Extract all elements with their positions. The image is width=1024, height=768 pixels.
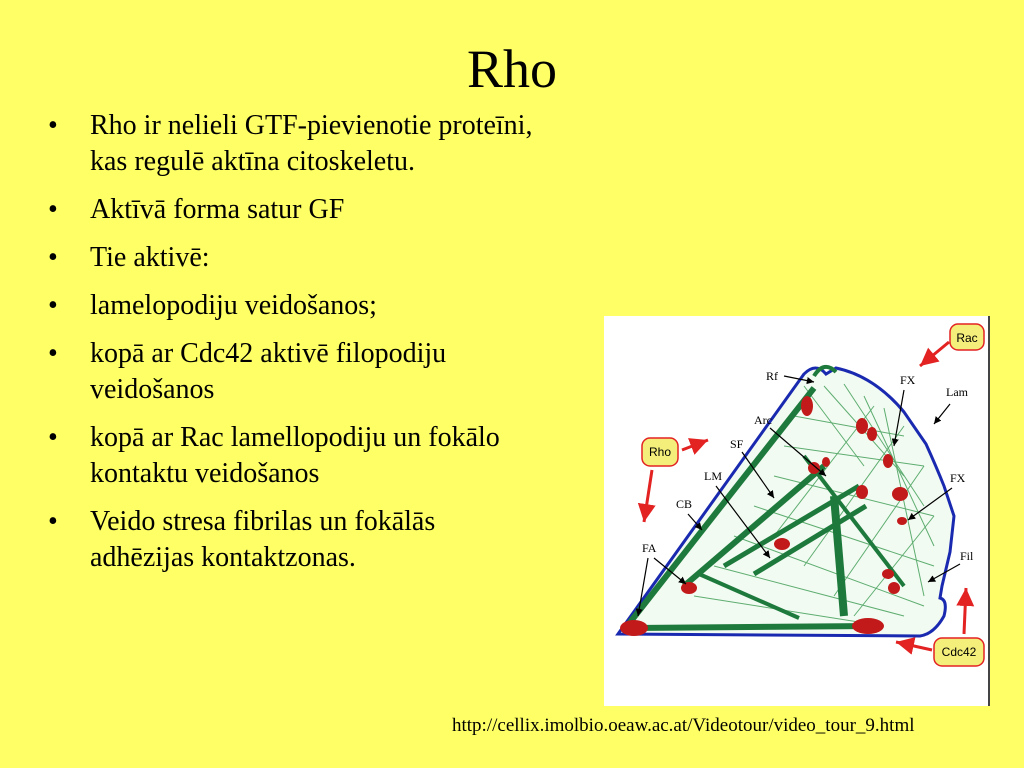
label-rf: Rf: [766, 369, 778, 383]
bullet-item: [48, 192, 618, 228]
bullet-line: kopā ar Rac lamellopodiju un fokālo: [90, 422, 500, 453]
bullet-dot: •: [48, 194, 58, 225]
cdc42-label: Cdc42: [941, 645, 977, 659]
source-url: http://cellix.imolbio.oeaw.ac.at/Videotour/video_tour_9.html: [452, 715, 915, 736]
rho-label: Rho: [648, 445, 672, 459]
bullet-line: kas regulē aktīna citoskeletu.: [90, 146, 415, 177]
cell-diagram: [604, 316, 990, 706]
cdc42-badge: [934, 638, 984, 666]
bullet-line: Veido stresa fibrilas un fokālās: [90, 506, 436, 537]
figure-border: [988, 316, 990, 706]
bullet-dot: •: [48, 338, 58, 369]
bullet-item: [48, 336, 618, 408]
bullet-item: [48, 504, 618, 576]
bullet-line: adhēzijas kontaktzonas.: [90, 542, 356, 573]
rac-badge: [950, 324, 984, 350]
bullet-line: lamelopodiju veidošanos;: [90, 290, 377, 321]
bullet-item: [48, 240, 618, 276]
bullet-dot: •: [48, 422, 58, 453]
label-lm: LM: [704, 469, 722, 483]
bullet-line: Tie aktivē:: [90, 242, 210, 273]
label-fx-right: FX: [950, 471, 966, 485]
bullet-line: kontaktu veidošanos: [90, 458, 320, 489]
bullet-list: [48, 108, 618, 588]
rho-badge: [642, 438, 678, 466]
label-fil: Fil: [960, 549, 974, 563]
label-lam: Lam: [946, 385, 968, 399]
slide-title: Rho: [466, 39, 558, 99]
label-arc: Arc: [754, 413, 772, 427]
bullet-item: [48, 420, 618, 492]
label-fx-top: FX: [900, 373, 916, 387]
bullet-dot: •: [48, 290, 58, 321]
bullet-line: Rho ir nelieli GTF-pievienotie proteīni,: [90, 110, 533, 141]
rac-label: Rac: [956, 331, 978, 345]
bullet-line: kopā ar Cdc42 aktivē filopodiju: [90, 338, 447, 369]
bullet-dot: •: [48, 242, 58, 273]
label-cb: CB: [676, 497, 693, 511]
label-sf: SF: [730, 437, 744, 451]
bullet-line: Aktīvā forma satur GF: [90, 194, 345, 225]
bullet-item: [48, 108, 618, 180]
bullet-item: [48, 288, 618, 324]
bullet-dot: •: [48, 110, 58, 141]
label-fa: FA: [642, 541, 657, 555]
cell-diagram-svg: [604, 316, 988, 706]
bullet-line: veidošanos: [90, 374, 215, 405]
bullet-dot: •: [48, 506, 58, 537]
